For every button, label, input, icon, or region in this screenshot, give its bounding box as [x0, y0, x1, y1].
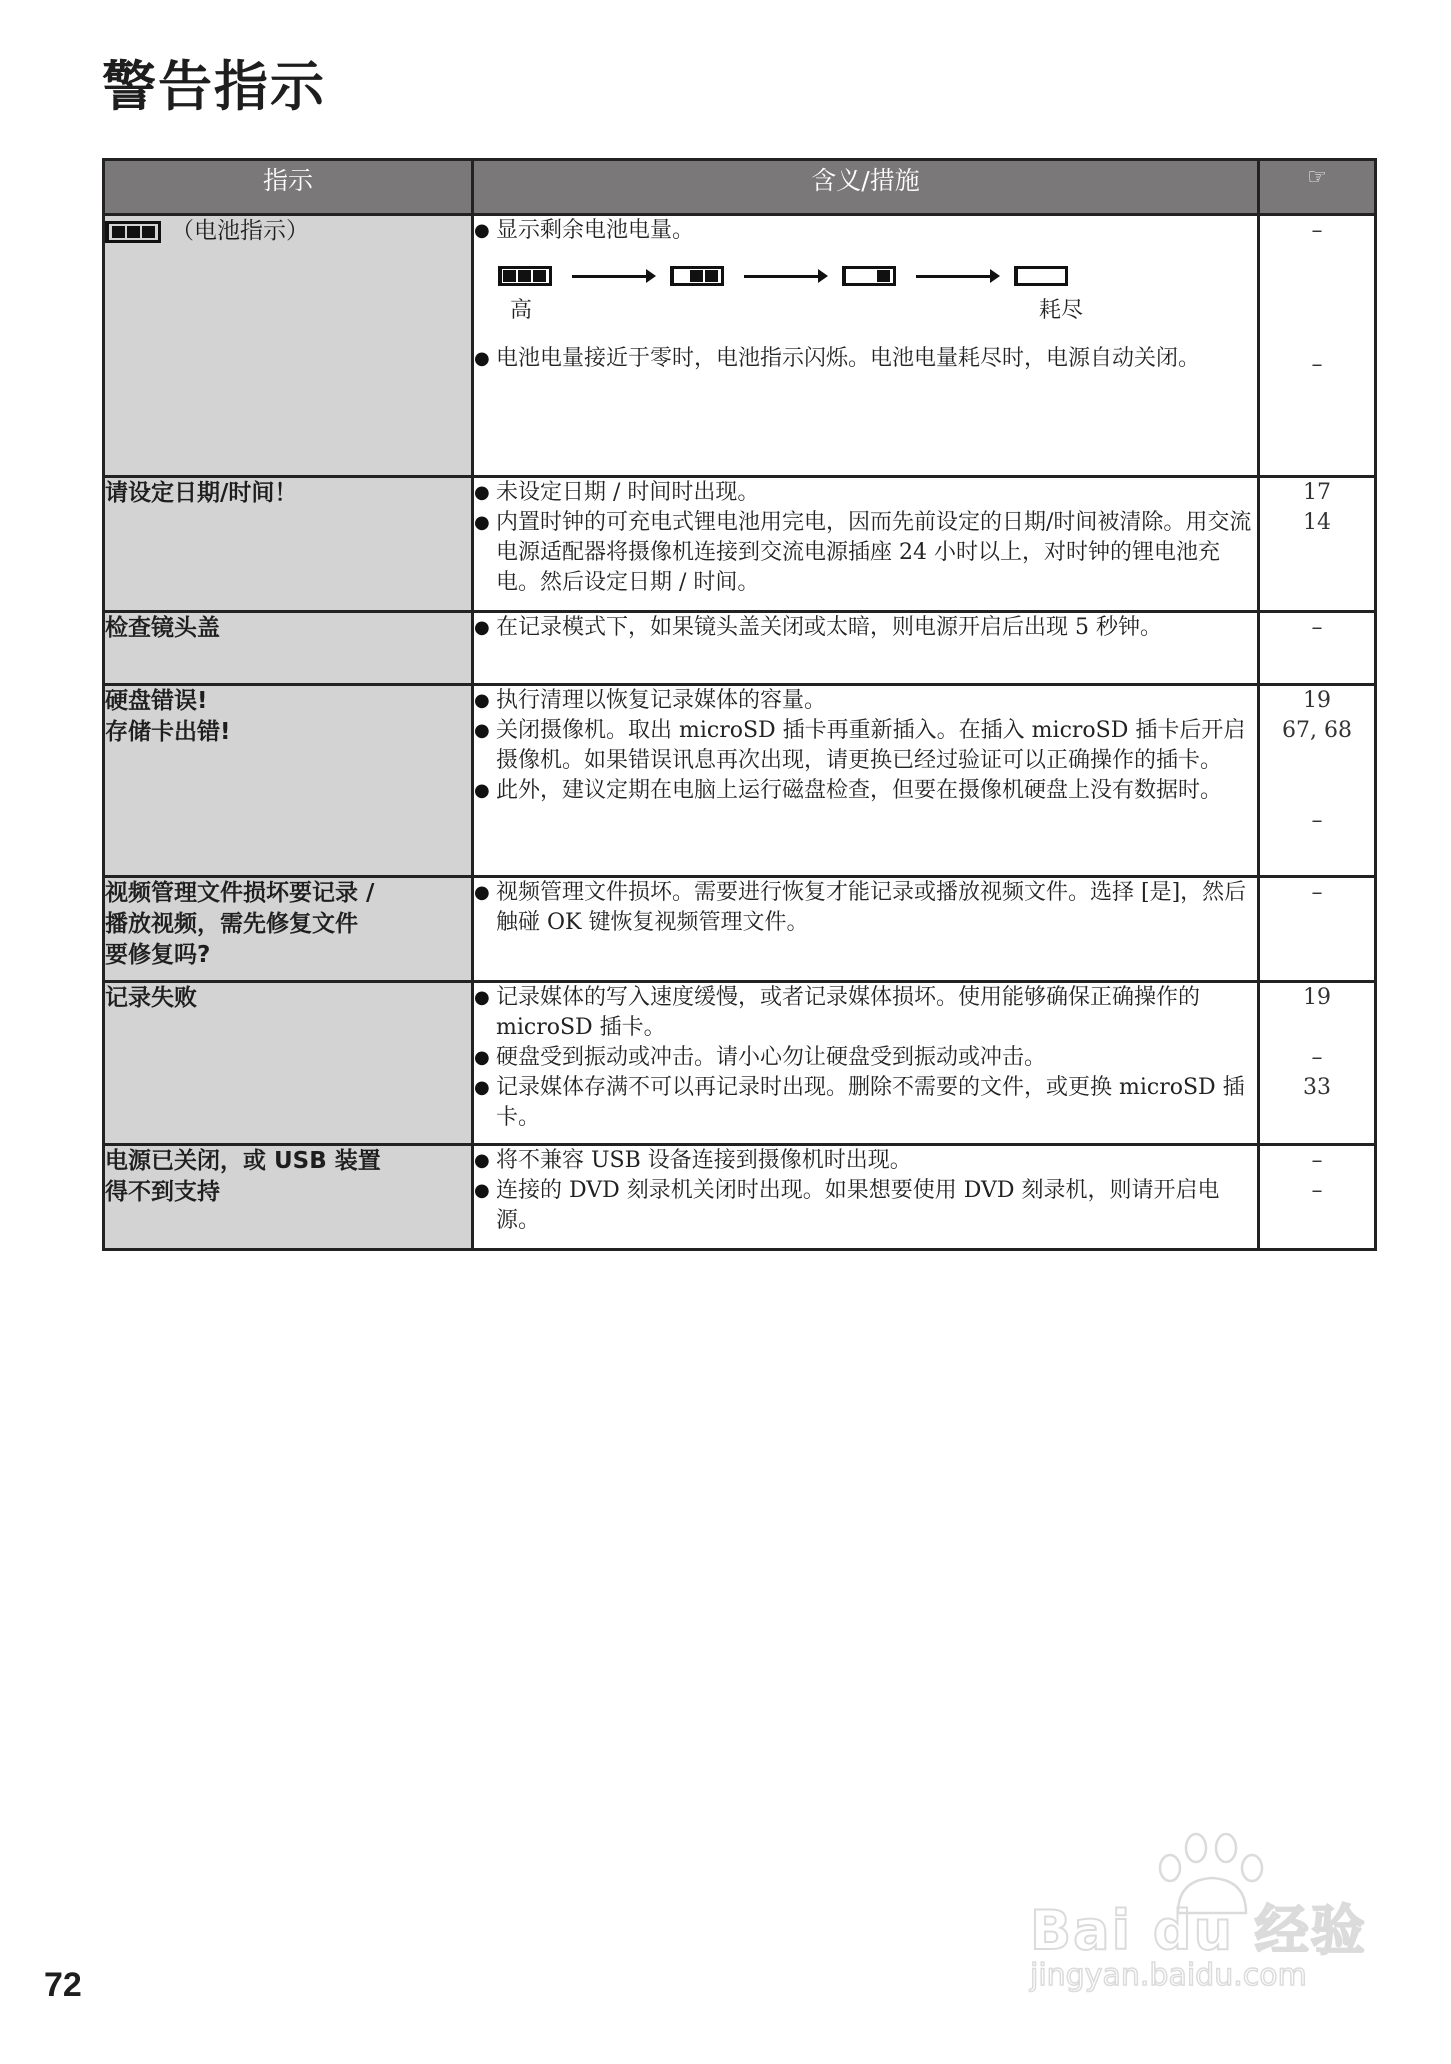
meaning-cell	[473, 877, 1259, 982]
indicator-cell	[104, 982, 473, 1145]
arrow-right-icon	[916, 275, 996, 278]
indicator-label: 要修复吗?	[105, 942, 211, 968]
page-reference: 19	[1303, 985, 1331, 1010]
meaning-cell	[473, 477, 1259, 612]
page-reference: –	[1311, 352, 1323, 377]
indicator-label: 电源已关闭，或 USB 装置	[105, 1148, 381, 1174]
bullet-icon: ●	[474, 617, 490, 638]
battery-2-bars-icon	[670, 266, 724, 286]
meaning-cell	[473, 685, 1259, 877]
arrow-right-icon	[744, 275, 824, 278]
reference-cell	[1259, 477, 1376, 612]
page-reference: –	[1311, 1045, 1323, 1070]
indicator-cell	[104, 685, 473, 877]
arrow-right-icon	[572, 275, 652, 278]
meaning-cell	[473, 1145, 1259, 1250]
page-reference: 19	[1303, 688, 1331, 713]
indicator-label: 硬盘错误!	[105, 688, 208, 714]
bullet-icon: ●	[474, 987, 490, 1008]
indicator-label: 播放视频，需先修复文件	[105, 911, 358, 937]
bullet-icon: ●	[474, 348, 490, 369]
battery-level-diagram	[498, 262, 1257, 290]
baidu-jingyan-watermark	[1030, 1848, 1390, 1998]
battery-high-label: 高	[510, 298, 533, 323]
bullet-item: ● 执行清理以恢复记录媒体的容量。	[474, 686, 1257, 716]
indicator-label: 得不到支持	[105, 1179, 220, 1205]
bullet-item: ● 视频管理文件损坏。需要进行恢复才能记录或播放视频文件。选择 [是]，然后触碰 OK 键恢复视频管理文件。	[474, 878, 1257, 938]
page-reference: –	[1311, 808, 1323, 833]
page-reference: –	[1311, 1148, 1323, 1173]
page-reference: –	[1311, 880, 1323, 905]
page-reference: 67, 68	[1282, 718, 1352, 743]
bullet-item: ● 内置时钟的可充电式锂电池用完电，因而先前设定的日期/时间被清除。用交流电源适配器将摄像机连接到交流电源插座 24 小时以上，对时钟的锂电池充电。然后设定日期 / 时间。	[474, 508, 1257, 598]
bullet-item: ● 电池电量接近于零时，电池指示闪烁。电池电量耗尽时，电源自动关闭。	[474, 344, 1257, 374]
page-reference: –	[1311, 218, 1323, 243]
reference-cell	[1259, 215, 1376, 477]
bullet-icon: ●	[474, 482, 490, 503]
page-reference: 14	[1303, 510, 1331, 535]
indicator-label: 视频管理文件损坏要记录 /	[105, 880, 375, 906]
indicator-cell	[104, 612, 473, 685]
watermark-brand: Bai du 经验	[1030, 1899, 1367, 1962]
table-row	[104, 215, 1376, 477]
header-meaning: 含义/措施	[473, 160, 1259, 215]
bullet-item: ● 未设定日期 / 时间时出现。	[474, 478, 1257, 508]
header-indicator: 指示	[104, 160, 473, 215]
bullet-icon: ●	[474, 882, 490, 903]
meaning-cell	[473, 612, 1259, 685]
bullet-icon: ●	[474, 512, 490, 533]
bullet-item: ● 此外，建议定期在电脑上运行磁盘检查，但要在摄像机硬盘上没有数据时。	[474, 776, 1257, 806]
bullet-icon: ●	[474, 1077, 490, 1098]
indicator-cell	[104, 877, 473, 982]
battery-level-labels	[474, 294, 1257, 330]
bullet-icon: ●	[474, 1180, 490, 1201]
bullet-item: ● 硬盘受到振动或冲击。请小心勿让硬盘受到振动或冲击。	[474, 1043, 1257, 1073]
meaning-cell	[473, 215, 1259, 477]
battery-3-bars-icon	[498, 266, 552, 286]
battery-empty-icon	[1014, 266, 1068, 286]
reference-cell	[1259, 685, 1376, 877]
bullet-item: ● 关闭摄像机。取出 microSD 插卡再重新插入。在插入 microSD 插卡后开启摄像机。如果错误讯息再次出现，请更换已经过验证可以正确操作的插卡。	[474, 716, 1257, 776]
bullet-item: ● 连接的 DVD 刻录机关闭时出现。如果想要使用 DVD 刻录机，则请开启电源。	[474, 1176, 1257, 1236]
bullet-item: ● 在记录模式下，如果镜头盖关闭或太暗，则电源开启后出现 5 秒钟。	[474, 613, 1257, 643]
battery-1-bar-icon	[842, 266, 896, 286]
page-reference: –	[1311, 1178, 1323, 1203]
warning-table	[102, 158, 1377, 1251]
bullet-icon: ●	[474, 1150, 490, 1171]
page-reference: 17	[1303, 480, 1331, 505]
indicator-label: （电池指示）	[171, 218, 309, 244]
bullet-icon: ●	[474, 220, 490, 241]
page-reference: 33	[1303, 1075, 1331, 1100]
bullet-icon: ●	[474, 780, 490, 801]
reference-cell	[1259, 612, 1376, 685]
indicator-cell	[104, 215, 473, 477]
table-row	[104, 477, 1376, 612]
header-reference	[1259, 160, 1376, 215]
table-row	[104, 1145, 1376, 1250]
meaning-cell	[473, 982, 1259, 1145]
indicator-cell	[104, 477, 473, 612]
watermark-url: jingyan.baidu.com	[1030, 1958, 1307, 1993]
page-reference: –	[1311, 615, 1323, 640]
bullet-icon: ●	[474, 1047, 490, 1068]
bullet-item: ● 将不兼容 USB 设备连接到摄像机时出现。	[474, 1146, 1257, 1176]
pointing-hand-icon: ☞	[1307, 165, 1327, 190]
bullet-item: ● 记录媒体存满不可以再记录时出现。删除不需要的文件，或更换 microSD 插卡。	[474, 1073, 1257, 1133]
table-row	[104, 982, 1376, 1145]
bullet-item: ● 显示剩余电池电量。	[474, 216, 1257, 246]
bullet-icon: ●	[474, 720, 490, 741]
indicator-label: 检查镜头盖	[105, 615, 220, 641]
indicator-label: 存储卡出错!	[105, 719, 231, 745]
battery-full-icon	[105, 221, 161, 243]
table-header-row	[104, 160, 1376, 215]
table-row	[104, 685, 1376, 877]
bullet-icon: ●	[474, 690, 490, 711]
reference-cell	[1259, 877, 1376, 982]
reference-cell	[1259, 982, 1376, 1145]
indicator-label: 请设定日期/时间！	[105, 480, 298, 506]
reference-cell	[1259, 1145, 1376, 1250]
page-number: 72	[44, 1966, 82, 2004]
bullet-item: ● 记录媒体的写入速度缓慢，或者记录媒体损坏。使用能够确保正确操作的 microSD 插卡。	[474, 983, 1257, 1043]
battery-empty-label: 耗尽	[1039, 298, 1084, 323]
indicator-label: 记录失败	[105, 985, 197, 1011]
table-row	[104, 612, 1376, 685]
indicator-cell	[104, 1145, 473, 1250]
page-title: 警告指示	[102, 55, 326, 118]
table-row	[104, 877, 1376, 982]
